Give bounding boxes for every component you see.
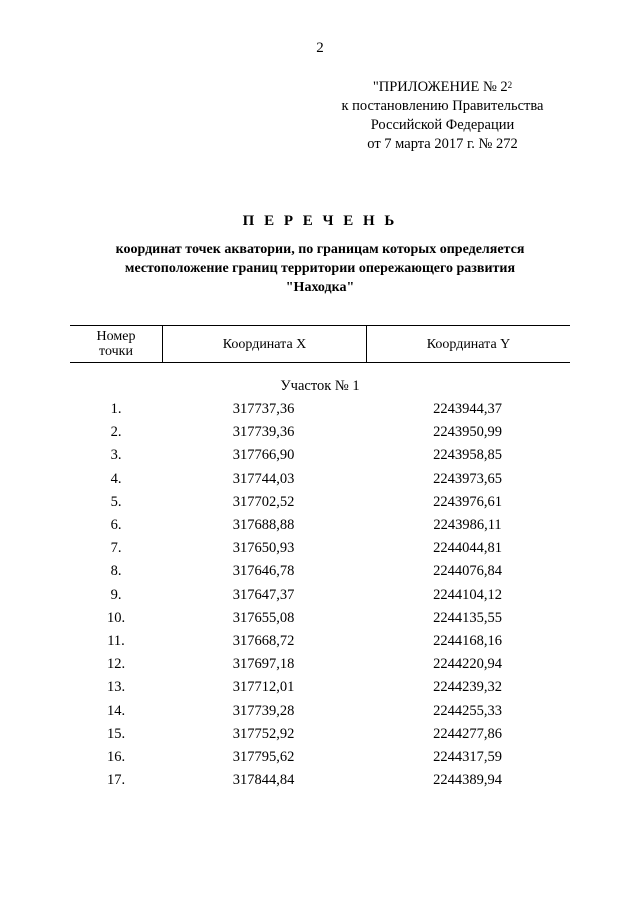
coordinate-y-cell: 2244104,12 — [433, 586, 502, 603]
subheading-line-3: "Находка" — [285, 280, 355, 295]
subheading-line-1: координат точек акватории, по границам которых определяется — [115, 242, 525, 257]
coordinate-y-cell: 2244135,55 — [433, 609, 502, 626]
table-row — [70, 723, 570, 746]
point-number-cell: 2. — [110, 424, 122, 441]
coordinate-x-cell: 317744,03 — [232, 470, 295, 487]
coordinate-y-cell: 2243958,85 — [433, 447, 502, 464]
point-number-cell: 3. — [110, 447, 122, 464]
coordinate-x-cell: 317697,18 — [232, 656, 295, 673]
coordinate-x-cell: 317752,92 — [232, 725, 295, 742]
coordinate-x-cell: 317712,01 — [232, 679, 295, 696]
document-subheading — [70, 240, 570, 297]
point-number-cell: 4. — [110, 470, 122, 487]
point-number-cell: 13. — [106, 679, 126, 696]
coordinate-x-cell: 317737,36 — [232, 401, 295, 418]
coordinate-y-cell: 2244239,32 — [433, 679, 502, 696]
coordinate-x-cell: 317702,52 — [232, 493, 295, 510]
coordinate-y-cell: 2244168,16 — [433, 632, 502, 649]
point-number-cell: 1. — [110, 401, 122, 418]
table-row — [70, 653, 570, 676]
table-row — [70, 746, 570, 769]
table-row — [70, 676, 570, 699]
document-heading: П Е Р Е Ч Е Н Ь — [242, 213, 398, 229]
coordinate-x-cell: 317647,37 — [232, 586, 295, 603]
point-number-cell: 12. — [106, 656, 126, 673]
table-row — [70, 584, 570, 607]
coordinate-y-cell: 2244277,86 — [433, 725, 502, 742]
coordinate-y-cell: 2243944,37 — [433, 401, 502, 418]
table-row — [70, 421, 570, 444]
coordinate-y-cell: 2243986,11 — [433, 517, 502, 534]
coordinate-x-cell: 317646,78 — [232, 563, 295, 580]
appendix-title-superscript: 2 — [507, 80, 513, 90]
coordinate-y-cell: 2244317,59 — [433, 748, 502, 765]
coordinate-y-cell: 2244076,84 — [433, 563, 502, 580]
coordinate-y-cell: 2243973,65 — [433, 470, 502, 487]
header-point-number — [70, 326, 163, 362]
table-body — [70, 398, 570, 792]
appendix-line-date: от 7 марта 2017 г. № 272 — [367, 136, 518, 152]
appendix-block — [330, 78, 555, 154]
point-number-cell: 15. — [106, 725, 126, 742]
point-number-cell: 10. — [106, 609, 126, 626]
point-number-cell: 16. — [106, 748, 126, 765]
coordinate-x-cell: 317739,36 — [232, 424, 295, 441]
coordinate-x-cell: 317650,93 — [232, 540, 295, 557]
point-number-cell: 9. — [110, 586, 122, 603]
coordinate-y-cell: 2244044,81 — [433, 540, 502, 557]
table-row — [70, 491, 570, 514]
coordinate-x-cell: 317655,08 — [232, 609, 295, 626]
page-number: 2 — [316, 40, 324, 56]
header-point-number-line-2: точки — [99, 344, 133, 359]
appendix-title-text: "ПРИЛОЖЕНИЕ № 2 — [372, 79, 508, 95]
coordinate-y-cell: 2243976,61 — [433, 493, 502, 510]
table-row — [70, 630, 570, 653]
point-number-cell: 8. — [110, 563, 122, 580]
coordinate-y-cell: 2244220,94 — [433, 656, 502, 673]
header-point-number-line-1: Номер — [96, 329, 136, 344]
coordinate-x-cell: 317688,88 — [232, 517, 295, 534]
table-row — [70, 514, 570, 537]
header-coordinate-x: Координата X — [163, 326, 367, 362]
table-row — [70, 769, 570, 792]
point-number-cell: 17. — [106, 772, 126, 789]
coordinate-y-cell: 2244255,33 — [433, 702, 502, 719]
appendix-title — [330, 78, 555, 97]
point-number-cell: 6. — [110, 517, 122, 534]
table-header — [70, 325, 570, 363]
table-row — [70, 607, 570, 630]
table-row — [70, 699, 570, 722]
point-number-cell: 11. — [107, 632, 125, 649]
coordinate-y-cell: 2243950,99 — [433, 424, 502, 441]
coordinate-x-cell: 317844,84 — [232, 772, 295, 789]
table-row — [70, 444, 570, 467]
appendix-line-government: Российской Федерации — [370, 117, 515, 133]
table-row — [70, 560, 570, 583]
coordinate-x-cell: 317739,28 — [232, 702, 295, 719]
subheading-line-2: местоположение границ территории опережающего развития — [124, 261, 516, 276]
table-row — [70, 468, 570, 491]
coordinate-y-cell: 2244389,94 — [433, 772, 502, 789]
table-row — [70, 398, 570, 421]
header-coordinate-y: Координата Y — [426, 336, 511, 352]
point-number-cell: 7. — [110, 540, 122, 557]
coordinate-x-cell: 317795,62 — [232, 748, 295, 765]
section-title: Участок № 1 — [280, 378, 360, 394]
coordinate-x-cell: 317668,72 — [232, 632, 295, 649]
appendix-line-resolution: к постановлению Правительства — [341, 98, 544, 114]
point-number-cell: 5. — [110, 493, 122, 510]
coordinate-x-cell: 317766,90 — [232, 447, 295, 464]
table-row — [70, 537, 570, 560]
point-number-cell: 14. — [106, 702, 126, 719]
